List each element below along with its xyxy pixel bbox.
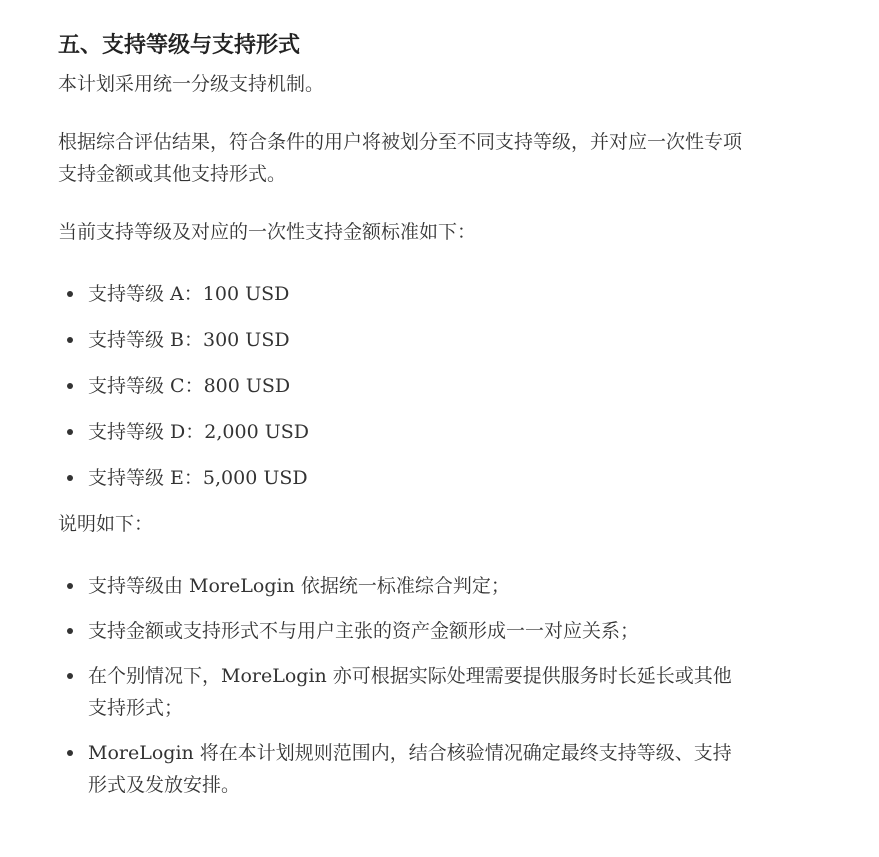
bullet-icon <box>67 337 73 343</box>
tier-list-item <box>58 324 758 356</box>
bullet-icon <box>67 628 73 634</box>
tier-text: 支持等级 A：100 USD <box>88 283 290 305</box>
support-tier-list <box>58 278 758 494</box>
tier-text: 支持等级 B：300 USD <box>88 329 290 351</box>
intro-paragraph: 本计划采用统一分级支持机制。 <box>58 73 325 95</box>
assessment-paragraph: 根据综合评估结果，符合条件的用户将被划分至不同支持等级，并对应一次性专项支持金额或其他支持形式。 <box>58 131 743 185</box>
note-list-item <box>58 737 743 801</box>
tier-list-item <box>58 370 758 402</box>
document-content <box>58 30 758 814</box>
bullet-icon <box>67 673 73 679</box>
notes-list <box>58 570 758 801</box>
tier-text: 支持等级 D：2,000 USD <box>88 421 309 443</box>
note-list-item <box>58 570 743 602</box>
note-list-item <box>58 660 743 724</box>
tier-list-item <box>58 462 758 494</box>
bullet-icon <box>67 750 73 756</box>
note-text: MoreLogin 将在本计划规则范围内，结合核验情况确定最终支持等级、支持形式及发放安排。 <box>88 742 732 796</box>
tier-text: 支持等级 C：800 USD <box>88 375 291 397</box>
bullet-icon <box>67 583 73 589</box>
note-list-item <box>58 615 743 647</box>
note-text: 在个别情况下，MoreLogin 亦可根据实际处理需要提供服务时长延长或其他支持形式； <box>88 665 732 719</box>
tier-list-item <box>58 278 758 310</box>
note-text: 支持等级由 MoreLogin 依据统一标准综合判定； <box>88 575 510 597</box>
notes-heading: 说明如下： <box>58 513 154 535</box>
section-title: 五、支持等级与支持形式 <box>58 33 301 58</box>
standards-intro-paragraph: 当前支持等级及对应的一次性支持金额标准如下： <box>58 221 477 243</box>
bullet-icon <box>67 429 73 435</box>
bullet-icon <box>67 383 73 389</box>
tier-list-item <box>58 416 758 448</box>
note-text: 支持金额或支持形式不与用户主张的资产金额形成一一对应关系； <box>88 620 640 642</box>
bullet-icon <box>67 291 73 297</box>
tier-text: 支持等级 E：5,000 USD <box>88 467 308 489</box>
bullet-icon <box>67 475 73 481</box>
